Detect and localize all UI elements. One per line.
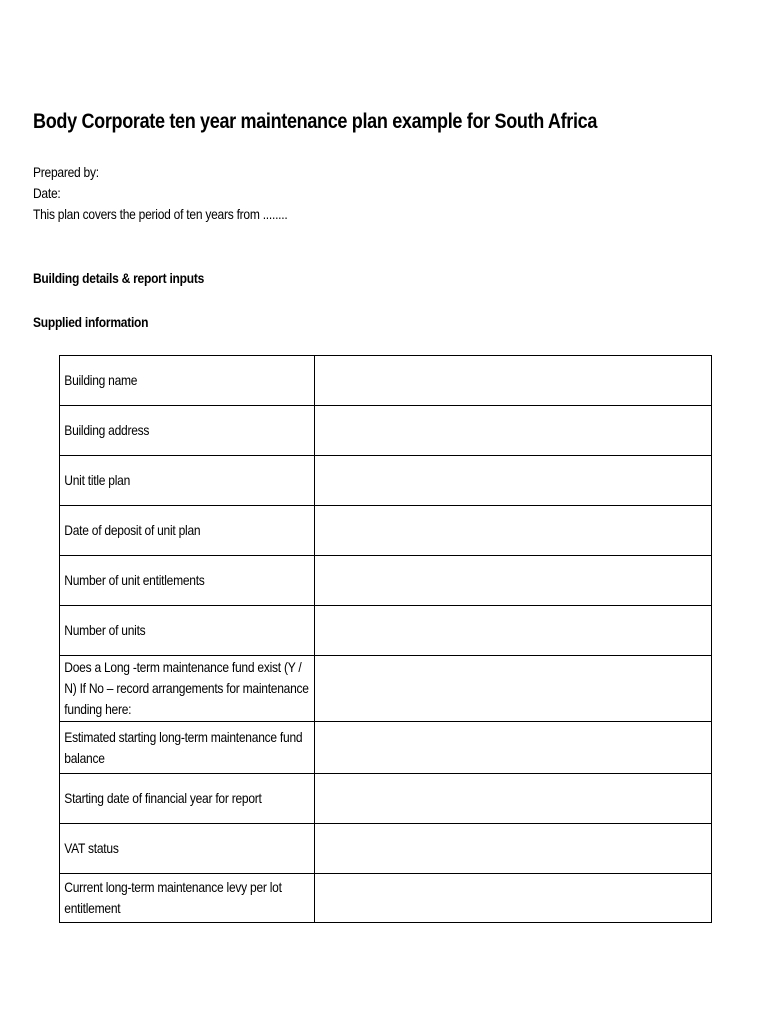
- section-heading-building-details: Building details & report inputs: [33, 270, 205, 286]
- row-label: Number of unit entitlements: [64, 572, 205, 588]
- row-label: Current long-term maintenance levy per lot entitlement: [64, 879, 282, 916]
- table-row: [60, 774, 712, 824]
- table-row: [60, 406, 712, 456]
- table-row: [60, 556, 712, 606]
- financial-year-start-value-cell[interactable]: [315, 774, 712, 824]
- row-label: Number of units: [64, 622, 146, 638]
- table-row: [60, 874, 712, 923]
- row-label-cell: [60, 606, 315, 656]
- prepared-by-line: Prepared by:: [33, 164, 99, 180]
- row-label-cell: [60, 556, 315, 606]
- row-label: Building address: [64, 422, 150, 438]
- row-label-cell: [60, 824, 315, 874]
- row-label: Does a Long -term maintenance fund exist (Y / N) If No – record arrangements for maintenance funding here:: [64, 659, 309, 717]
- building-name-value-cell[interactable]: [315, 356, 712, 406]
- table-row: [60, 824, 712, 874]
- row-label-cell: [60, 356, 315, 406]
- table-row: [60, 656, 712, 722]
- unit-entitlements-value-cell[interactable]: [315, 556, 712, 606]
- vat-status-value-cell[interactable]: [315, 824, 712, 874]
- supplied-information-table: [59, 355, 712, 923]
- maintenance-fund-exists-value-cell[interactable]: [315, 656, 712, 722]
- period-line: This plan covers the period of ten years from ........: [33, 206, 288, 222]
- table-row: [60, 456, 712, 506]
- table-row: [60, 722, 712, 774]
- row-label-cell: [60, 656, 315, 722]
- row-label-cell: [60, 506, 315, 556]
- maintenance-levy-value-cell[interactable]: [315, 874, 712, 923]
- table-row: [60, 606, 712, 656]
- document-meta: [33, 162, 287, 225]
- building-address-value-cell[interactable]: [315, 406, 712, 456]
- date-line: Date:: [33, 185, 61, 201]
- row-label-cell: [60, 406, 315, 456]
- row-label: Starting date of financial year for report: [64, 790, 262, 806]
- number-of-units-value-cell[interactable]: [315, 606, 712, 656]
- document-title: Body Corporate ten year maintenance plan example for South Africa: [33, 110, 598, 133]
- row-label: Building name: [64, 372, 138, 388]
- row-label: Unit title plan: [64, 472, 131, 488]
- fund-balance-value-cell[interactable]: [315, 722, 712, 774]
- row-label: Date of deposit of unit plan: [64, 522, 201, 538]
- unit-title-plan-value-cell[interactable]: [315, 456, 712, 506]
- section-heading-supplied-information: Supplied information: [33, 314, 149, 330]
- row-label-cell: [60, 722, 315, 774]
- row-label-cell: [60, 456, 315, 506]
- row-label: Estimated starting long-term maintenance fund balance: [64, 728, 303, 766]
- row-label: VAT status: [64, 840, 119, 856]
- table-row: [60, 356, 712, 406]
- table-row: [60, 506, 712, 556]
- row-label-cell: [60, 874, 315, 923]
- deposit-date-value-cell[interactable]: [315, 506, 712, 556]
- row-label-cell: [60, 774, 315, 824]
